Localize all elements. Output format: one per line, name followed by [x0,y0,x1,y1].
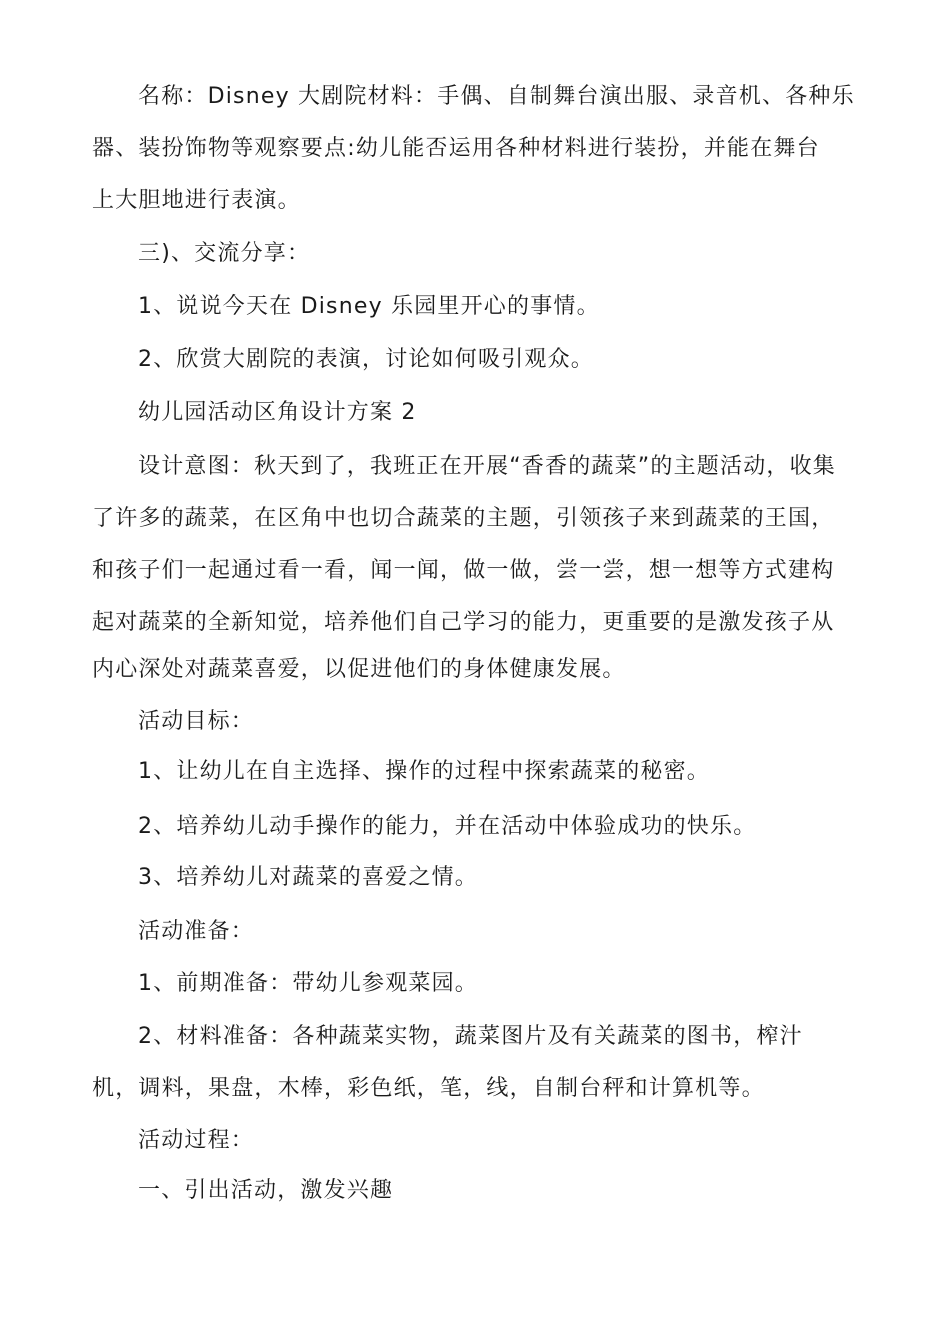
list-item: 1、前期准备：带幼儿参观菜园。 [138,971,478,996]
list-item: 1、说说今天在 Disney 乐园里开心的事情。 [138,294,600,319]
paragraph-line: 起对蔬菜的全新知觉，培养他们自己学习的能力，更重要的是激发孩子从 [92,610,835,635]
list-item: 2、材料准备：各种蔬菜实物，蔬菜图片及有关蔬菜的图书，榨汁 [138,1024,803,1049]
paragraph-line: 了许多的蔬菜，在区角中也切合蔬菜的主题，引领孩子来到蔬菜的王国， [92,506,835,531]
section-heading: 活动目标： [138,709,255,734]
paragraph-line: 上大胆地进行表演。 [92,188,301,213]
paragraph-line: 和孩子们一起通过看一看，闻一闻，做一做，尝一尝，想一想等方式建构 [92,558,835,583]
section-heading: 一、引出活动，激发兴趣 [138,1178,394,1203]
section-heading: 活动准备： [138,919,255,944]
paragraph-line: 机，调料，果盘，木棒，彩色纸，笔，线，自制台秤和计算机等。 [92,1076,765,1101]
section-heading: 三)、交流分享： [138,241,311,266]
document-title: 幼儿园活动区角设计方案 2 [138,400,417,425]
list-item: 3、培养幼儿对蔬菜的喜爱之情。 [138,865,478,890]
paragraph-line: 器、装扮饰物等观察要点:幼儿能否运用各种材料进行装扮，并能在舞台 [92,136,820,161]
list-item: 2、欣赏大剧院的表演，讨论如何吸引观众。 [138,347,594,372]
section-heading: 活动过程： [138,1128,255,1153]
paragraph-line: 名称：Disney 大剧院材料：手偶、自制舞台演出服、录音机、各种乐 [138,84,855,109]
list-item: 1、让幼儿在自主选择、操作的过程中探索蔬菜的秘密。 [138,759,710,784]
paragraph-line: 设计意图：秋天到了，我班正在开展“香香的蔬菜”的主题活动，收集 [138,454,836,479]
paragraph-line: 内心深处对蔬菜喜爱，以促进他们的身体健康发展。 [92,657,626,682]
list-item: 2、培养幼儿动手操作的能力，并在活动中体验成功的快乐。 [138,814,757,839]
